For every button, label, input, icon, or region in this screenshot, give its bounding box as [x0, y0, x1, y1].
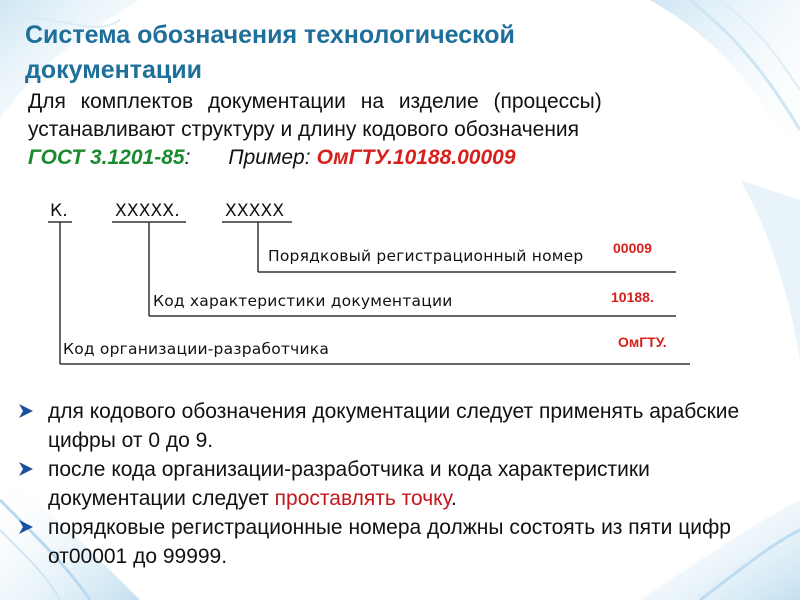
scheme-label-org-code: Код организации-разработчика	[63, 340, 330, 358]
list-item-text: порядковые регистрационные номера должны состоять из пяти цифр от00001 до 99999.	[48, 516, 731, 568]
list-item-text-end: .	[451, 487, 457, 510]
list-item-text: для кодового обозначения документации следует применять арабские цифры от 0 до 9.	[48, 400, 740, 452]
gost-colon: :	[184, 146, 191, 169]
code-part-k: К.	[50, 201, 68, 221]
example-value: ОмГТУ.10188.00009	[316, 146, 516, 169]
highlighted-text: проставлять точку	[274, 487, 452, 510]
scheme-value-doc-characteristic: 10188.	[611, 289, 654, 305]
list-item-text: после кода организации-разработчика и кода характеристики документации следует	[48, 458, 650, 510]
slide-title: Система обозначения технологической документации	[25, 21, 515, 84]
arrow-bullet-icon	[18, 519, 34, 535]
scheme-value-reg-number: 00009	[613, 240, 652, 256]
intro-line-1: Для комплектов документации на изделие (процессы)	[28, 90, 602, 113]
scheme-label-doc-characteristic: Код характеристики документации	[153, 292, 453, 310]
scheme-label-reg-number: Порядковый регистрационный номер	[268, 247, 584, 265]
arrow-bullet-icon	[18, 403, 34, 419]
rules-list	[18, 397, 788, 571]
gost-reference: ГОСТ 3.1201-85	[28, 146, 185, 169]
list-item	[18, 455, 788, 513]
list-item	[18, 397, 788, 455]
code-part-3: ХХХХХ	[225, 201, 285, 221]
list-item	[18, 513, 788, 571]
scheme-value-org-code: ОмГТУ.	[618, 334, 667, 350]
code-part-2: ХХХХХ.	[115, 201, 180, 221]
arrow-bullet-icon	[18, 461, 34, 477]
intro-line-2: устанавливают структуру и длину кодового обозначения	[28, 118, 580, 141]
example-label: Пример:	[228, 146, 311, 169]
